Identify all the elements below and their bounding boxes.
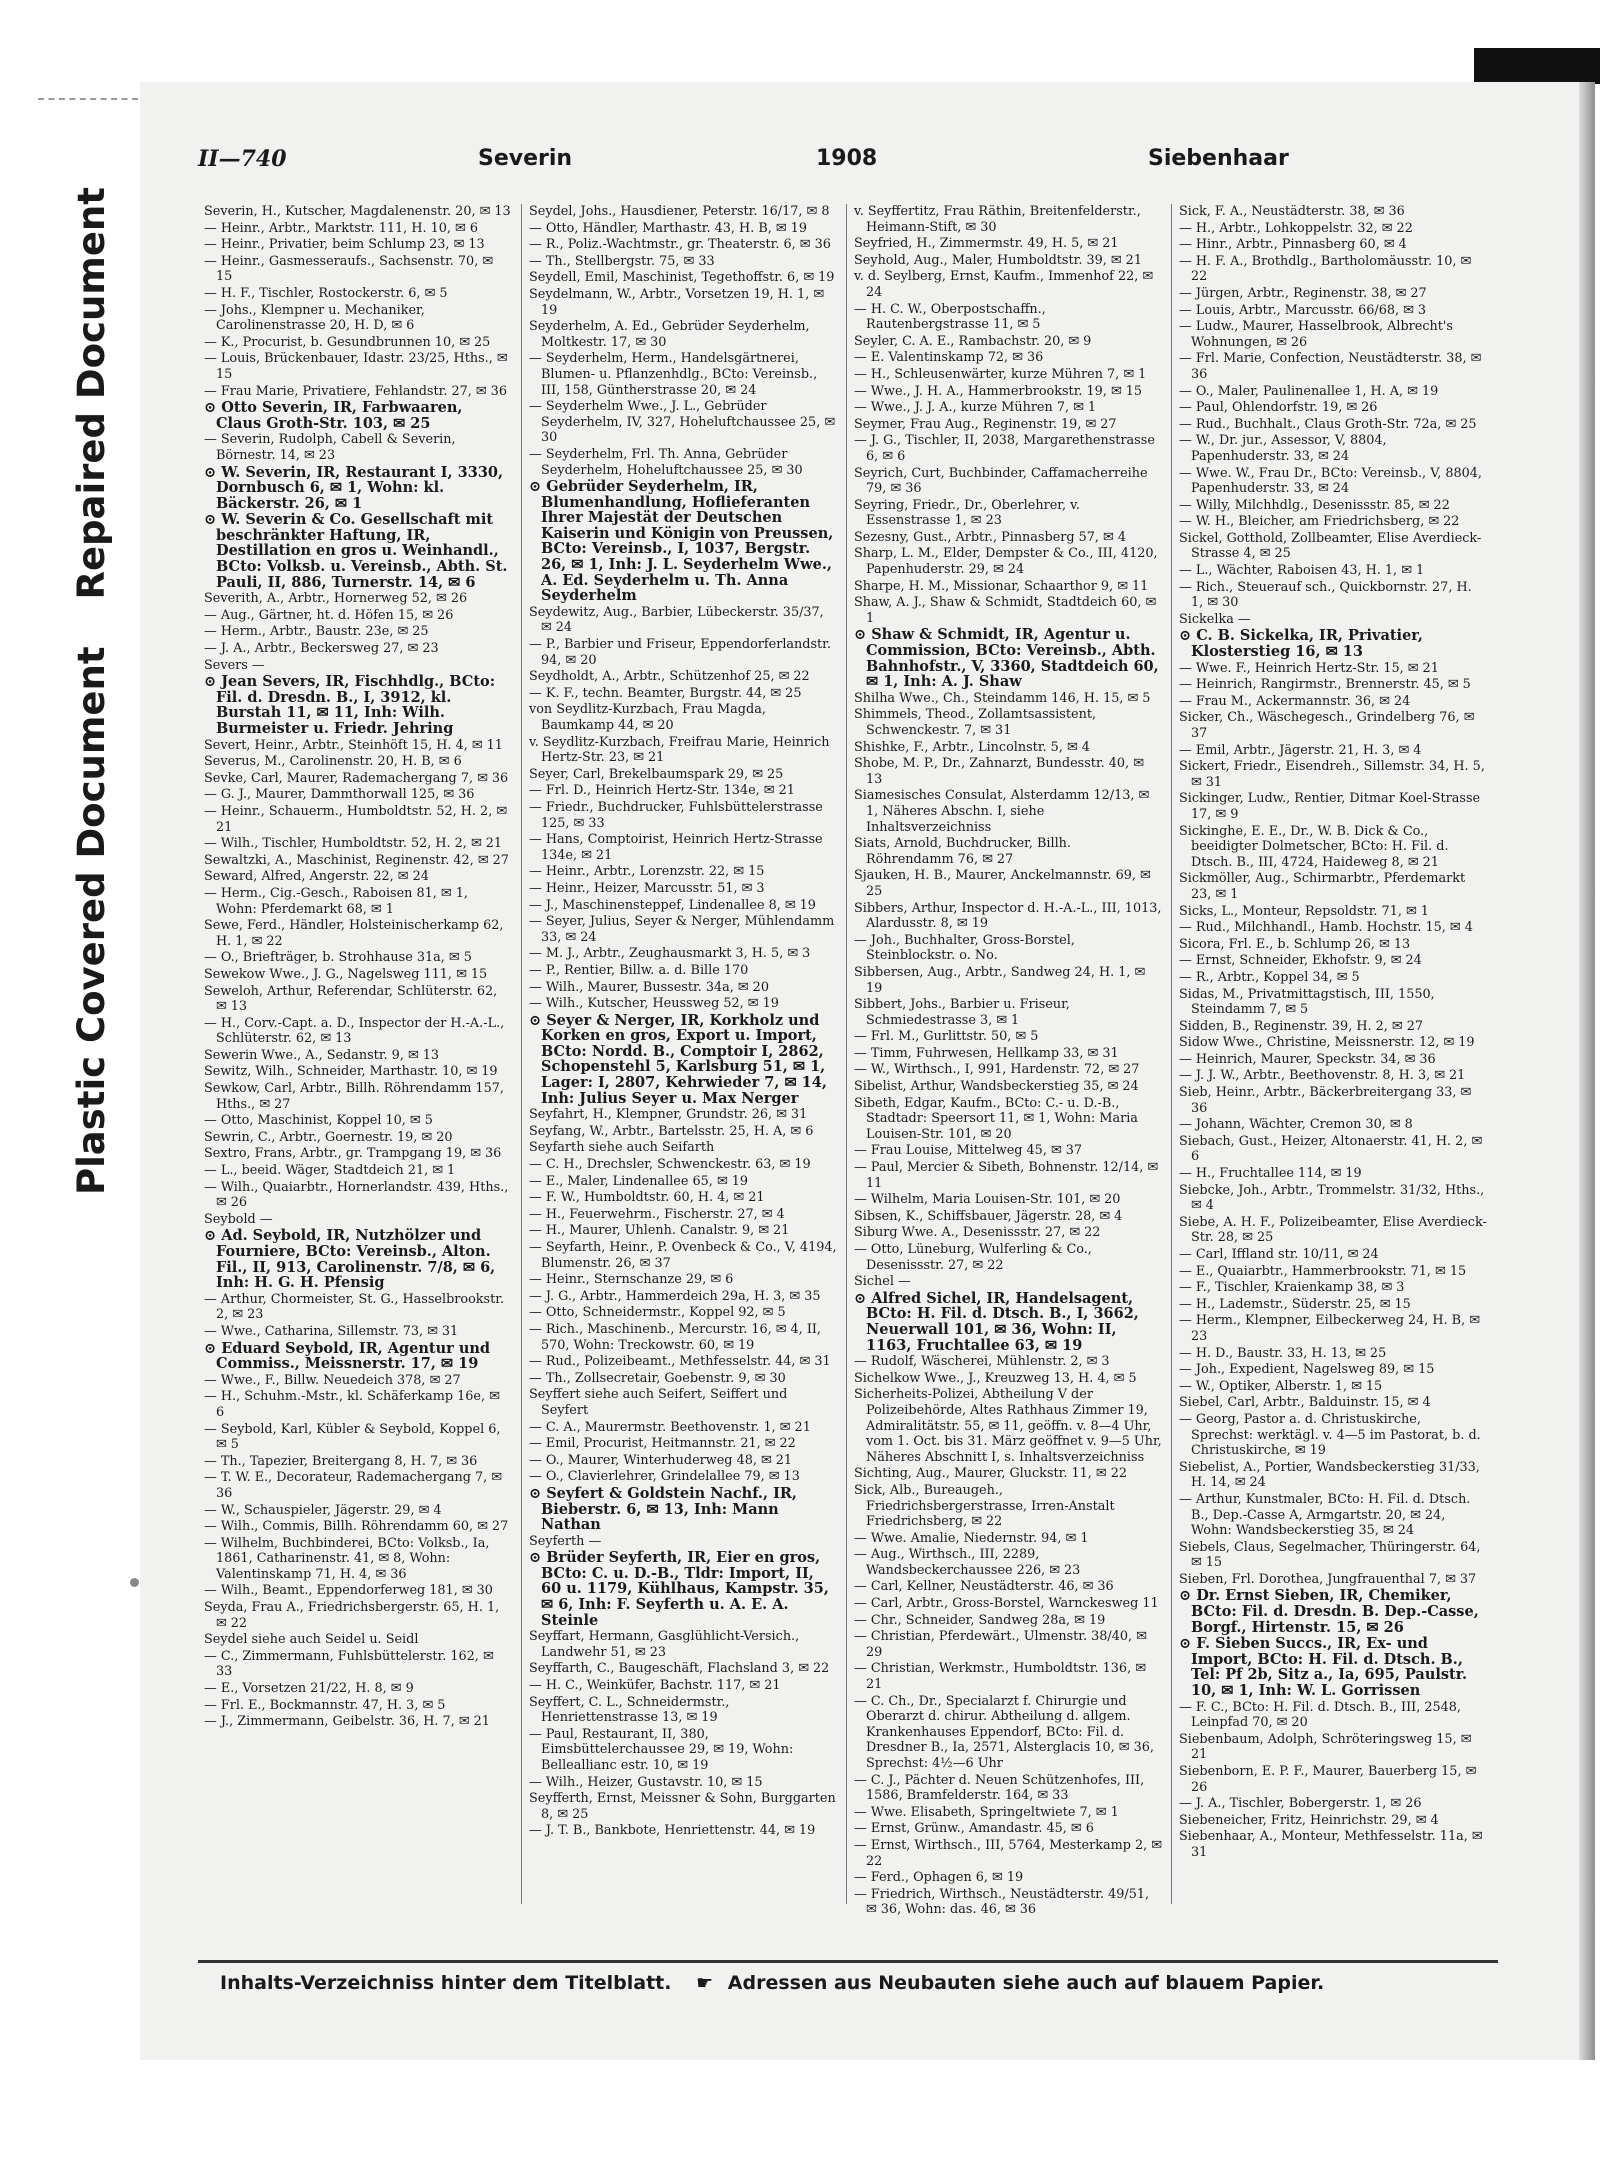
directory-entry: — Carl, Iffland str. 10/11, ✉ 24 bbox=[1179, 1247, 1379, 1262]
directory-entry: ⊙ Brüder Seyferth, IR, Eier en gros, BCto: C. u. D.-B., Tldr: Import, II, 60 u. 1179, Kühlhaus, Kampstr. 35, ✉ 6, Inh: F. Seyferth u. A. E. A. Steinle bbox=[529, 1549, 829, 1629]
directory-entry: — H., Schleusenwärter, kurze Mühren 7, ✉ 1 bbox=[854, 366, 1147, 382]
pointing-hand-icon: ☛ bbox=[696, 1972, 714, 1994]
directory-column-3 bbox=[854, 204, 1162, 1918]
directory-entry: — Joh., Buchhalter, Gross-Borstel, Steinblockstr. o. No. bbox=[854, 932, 1075, 964]
directory-entry: — Joh., Expedient, Nagelsweg 89, ✉ 15 bbox=[1179, 1362, 1435, 1378]
black-tab bbox=[1474, 48, 1600, 84]
directory-entry: Sewaltzki, A., Maschinist, Reginenstr. 42, ✉ 27 bbox=[204, 852, 509, 868]
directory-entry: — J. J. W., Arbtr., Beethovenstr. 8, H. 3, ✉ 21 bbox=[1179, 1068, 1466, 1084]
directory-entry: — Heinr., Arbtr., Marktstr. 111, H. 10, ✉ 6 bbox=[204, 220, 478, 236]
directory-entry: — K. F., techn. Beamter, Burgstr. 44, ✉ 25 bbox=[529, 685, 802, 701]
directory-entry: Severt, Heinr., Arbtr., Steinhöft 15, H. 4, ✉ 11 bbox=[204, 737, 503, 753]
directory-entry: — Frl. E., Bockmannstr. 47, H. 3, ✉ 5 bbox=[204, 1697, 446, 1713]
directory-entry: Sewe, Ferd., Händler, Holsteinischerkamp 62, H. 1, ✉ 22 bbox=[204, 918, 504, 949]
directory-entry: Siebelist, A., Portier, Wandsbeckerstieg 31/33, H. 14, ✉ 24 bbox=[1179, 1459, 1480, 1491]
directory-entry: — E., Maler, Lindenallee 65, ✉ 19 bbox=[529, 1173, 749, 1189]
directory-entry: — E., Quaiarbtr., Hammerbrookstr. 71, ✉ 15 bbox=[1179, 1263, 1467, 1279]
directory-entry: Seymer, Frau Aug., Reginenstr. 19, ✉ 27 bbox=[854, 416, 1117, 432]
directory-entry: Sieb, Heinr., Arbtr., Bäckerbreitergang 33, ✉ 36 bbox=[1179, 1085, 1472, 1116]
directory-entry: — Wilh., Maurer, Bussestr. 34a, ✉ 20 bbox=[529, 979, 769, 995]
directory-entry: Sickinghe, E. E., Dr., W. B. Dick & Co., beeidigter Dolmetscher, BCto: H. Fil. d. Dtsch. B., III, 4724, Haideweg 8, ✉ 21 bbox=[1179, 823, 1449, 870]
directory-entry: — W., Wirthsch., I, 991, Hardenstr. 72, ✉ 27 bbox=[854, 1062, 1140, 1078]
directory-entry: — Otto, Lüneburg, Wulferling & Co., Desenissstr. 27, ✉ 22 bbox=[854, 1242, 1092, 1273]
directory-entry: Sezesny, Gust., Arbtr., Pinnasberg 57, ✉ 4 bbox=[854, 529, 1126, 545]
directory-entry: — Carl, Arbtr., Gross-Borstel, Warnckesweg 11 bbox=[854, 1596, 1159, 1612]
directory-entry: — H., Schuhm.-Mstr., kl. Schäferkamp 16e, ✉ 6 bbox=[204, 1389, 500, 1420]
directory-entry: Siebe, A. H. F., Polizeibeamter, Elise Averdieck-Str. 28, ✉ 25 bbox=[1179, 1214, 1487, 1246]
directory-entry: — C. A., Maurermstr. Beethovenstr. 1, ✉ 21 bbox=[529, 1419, 811, 1435]
directory-entry: — Wwe., Catharina, Sillemstr. 73, ✉ 31 bbox=[204, 1323, 459, 1339]
directory-entry: Siebcke, Joh., Arbtr., Trommelstr. 31/32, Hths., ✉ 4 bbox=[1179, 1182, 1485, 1214]
directory-entry: — R., Poliz.-Wachtmstr., gr. Theaterstr. 6, ✉ 36 bbox=[529, 237, 831, 253]
page-header bbox=[198, 142, 1490, 182]
directory-entry: Sidas, M., Privatmittagstisch, III, 1550, Steindamm 7, ✉ 5 bbox=[1179, 986, 1435, 1018]
directory-entry: — Georg, Pastor a. d. Christuskirche, Sprechst: werktägl. v. 4—5 im Pastorat, b. d. Christuskirche, ✉ 19 bbox=[1179, 1411, 1481, 1459]
directory-entry: Sickel, Gotthold, Zollbeamter, Elise Averdieck-Strasse 4, ✉ 25 bbox=[1179, 530, 1482, 562]
directory-entry: — Wilhelm, Buchbinderei, BCto: Volksb., Ia, 1861, Catharinenstr. 41, ✉ 8, Wohn: Valentinskamp 71, H. 4, ✉ 36 bbox=[204, 1535, 490, 1582]
directory-entry: Sidow Wwe., Christine, Meissnerstr. 12, ✉ 19 bbox=[1179, 1035, 1475, 1051]
directory-entry: ⊙ Jean Severs, IR, Fischhdlg., BCto: Fil. d. Dresdn. B., I, 3912, kl. Burstah 11, ✉ 11, Inh: Wilh. Burmeister u. Friedr. Jehring bbox=[204, 673, 496, 737]
directory-entry: Sibeth, Edgar, Kaufm., BCto: C.- u. D.-B., Stadtadr: Speersort 11, ✉ 1, Wohn: Maria Louisen-Str. 101, ✉ 20 bbox=[854, 1095, 1138, 1142]
directory-entry: ⊙ Dr. Ernst Sieben, IR, Chemiker, BCto: Fil. d. Dresdn. B. Dep.-Casse, Borgf., Hirtenstr. 15, ✉ 26 bbox=[1179, 1587, 1479, 1636]
directory-entry: — Ernst, Grünw., Amandastr. 45, ✉ 6 bbox=[854, 1821, 1094, 1837]
directory-entry: — Frau Marie, Privatiere, Fehlandstr. 27, ✉ 36 bbox=[204, 383, 507, 399]
header-year: 1908 bbox=[816, 146, 878, 171]
directory-column-2 bbox=[529, 204, 837, 1909]
directory-entry: Sewitz, Wilh., Schneider, Marthastr. 10, ✉ 19 bbox=[204, 1064, 498, 1080]
directory-entry: — Herm., Cig.-Gesch., Raboisen 81, ✉ 1, Wohn: Pferdemarkt 68, ✉ 1 bbox=[204, 885, 468, 917]
directory-entry: — Otto, Maschinist, Koppel 10, ✉ 5 bbox=[204, 1113, 433, 1129]
directory-page bbox=[140, 82, 1595, 2060]
directory-entry: Sibbers, Arthur, Inspector d. H.-A.-L., III, 1013, Alardusstr. 8, ✉ 19 bbox=[854, 900, 1162, 932]
directory-entry: Siamesisches Consulat, Alsterdamm 12/13, ✉ 1, Näheres Abschn. I, siehe Inhaltsverzeichniss bbox=[854, 788, 1150, 835]
directory-entry: Sickinger, Ludw., Rentier, Ditmar Koel-Strasse 17, ✉ 9 bbox=[1179, 791, 1481, 822]
pinhole bbox=[130, 1578, 139, 1587]
directory-entry: Siebach, Gust., Heizer, Altonaerstr. 41, H. 2, ✉ 6 bbox=[1179, 1133, 1483, 1165]
directory-entry: — Friedr., Buchdrucker, Fuhlsbüttelerstrasse 125, ✉ 33 bbox=[529, 799, 823, 831]
directory-entry: — W., Schauspieler, Jägerstr. 29, ✉ 4 bbox=[204, 1502, 442, 1518]
directory-entry: — Wilh., Heizer, Gustavstr. 10, ✉ 15 bbox=[529, 1774, 763, 1790]
directory-entry: Severus, M., Carolinenstr. 20, H. B, ✉ 6 bbox=[204, 754, 462, 770]
directory-entry: Seyfferth, Ernst, Meissner & Sohn, Burggarten 8, ✉ 25 bbox=[529, 1791, 836, 1822]
directory-column-1 bbox=[204, 204, 512, 1909]
directory-entry: Siebel, Carl, Arbtr., Balduinstr. 15, ✉ 4 bbox=[1179, 1395, 1431, 1411]
directory-entry: Seyffert siehe auch Seifert, Seiffert und Seyfert bbox=[529, 1387, 788, 1418]
directory-entry: — Seyderhelm Wwe., J. L., Gebrüder Seyderhelm, IV, 327, Hoheluftchaussee 25, ✉ 30 bbox=[529, 399, 836, 446]
directory-entry: Seweloh, Arthur, Referendar, Schlüterstr. 62, ✉ 13 bbox=[204, 983, 498, 1015]
directory-entry: — Seyfarth, Heinr., P. Ovenbeck & Co., V, 4194, Blumenstr. 26, ✉ 37 bbox=[529, 1240, 837, 1271]
directory-entry: ⊙ W. Severin & Co. Gesellschaft mit beschränkter Haftung, IR, Destillation en gros u. Weinhandl., BCto: Volksb. u. Vereinsb., Abth. St. Pauli, II, 886, Turnerstr. 14, ✉ 6 bbox=[204, 511, 508, 591]
directory-entry: Sicora, Frl. E., b. Schlump 26, ✉ 13 bbox=[1179, 936, 1411, 952]
directory-entry: — Seyer, Julius, Seyer & Nerger, Mühlendamm 33, ✉ 24 bbox=[529, 914, 835, 945]
directory-entry: Sibbersen, Aug., Arbtr., Sandweg 24, H. 1, ✉ 19 bbox=[854, 964, 1146, 996]
directory-entry: — Heinr., Arbtr., Lorenzstr. 22, ✉ 15 bbox=[529, 864, 765, 880]
directory-entry: — Wilh., Commis, Billh. Röhrendamm 60, ✉ 27 bbox=[204, 1519, 509, 1535]
directory-entry: — W., Dr. jur., Assessor, V, 8804, Papenhuderstr. 33, ✉ 24 bbox=[1179, 433, 1387, 464]
dashed-rule bbox=[38, 98, 138, 100]
directory-entry: Sibbert, Johs., Barbier u. Friseur, Schmiedestrasse 3, ✉ 1 bbox=[854, 997, 1070, 1028]
directory-entry: — Seyderhelm, Herm., Handelsgärtnerei, Blumen- u. Pflanzenhdlg., BCto: Vereinsb., III, 158, Güntherstrasse 20, ✉ 24 bbox=[529, 351, 818, 398]
directory-entry: Severith, A., Arbtr., Hornerweg 52, ✉ 26 bbox=[204, 591, 468, 607]
directory-entry: Sickmöller, Aug., Schirmarbtr., Pferdemarkt 23, ✉ 1 bbox=[1179, 871, 1466, 902]
directory-entry: ⊙ Otto Severin, IR, Farbwaaren, Claus Groth-Str. 103, ✉ 25 bbox=[204, 399, 463, 432]
directory-entry: — Th., Tapezier, Breitergang 8, H. 7, ✉ 36 bbox=[204, 1453, 478, 1469]
directory-entry: — Otto, Händler, Marthastr. 43, H. B, ✉ 19 bbox=[529, 220, 807, 236]
directory-entry: Severin, H., Kutscher, Magdalenenstr. 20, ✉ 13 bbox=[204, 204, 511, 219]
directory-entry: — Rud., Buchhalt., Claus Groth-Str. 72a, ✉ 25 bbox=[1179, 416, 1477, 432]
directory-entry: — Wwe. Amalie, Niedernstr. 94, ✉ 1 bbox=[854, 1530, 1089, 1546]
directory-entry: Siebenborn, E. P. F., Maurer, Bauerberg 15, ✉ 26 bbox=[1179, 1764, 1477, 1795]
directory-entry: — Frau Louise, Mittelweg 45, ✉ 37 bbox=[854, 1143, 1083, 1159]
directory-entry: Shishke, F., Arbtr., Lincolnstr. 5, ✉ 4 bbox=[854, 739, 1090, 755]
directory-entry: — O., Maler, Paulinenallee 1, H. A, ✉ 19 bbox=[1179, 383, 1439, 399]
directory-entry: ⊙ C. B. Sickelka, IR, Privatier, Klosterstieg 16, ✉ 13 bbox=[1179, 627, 1423, 661]
directory-entry: — Wilh., Tischler, Humboldtstr. 52, H. 2, ✉ 21 bbox=[204, 836, 503, 852]
directory-entry: — Herm., Arbtr., Baustr. 23e, ✉ 25 bbox=[204, 624, 429, 640]
directory-entry: — J., Maschinensteppef, Lindenallee 8, ✉ 19 bbox=[529, 897, 816, 913]
directory-entry: — H., Arbtr., Lohkoppelstr. 32, ✉ 22 bbox=[1179, 220, 1413, 236]
directory-entry: — Willy, Milchhdlg., Desenissstr. 85, ✉ 22 bbox=[1179, 497, 1450, 513]
directory-entry: — J. T. B., Bankbote, Henriettenstr. 44, ✉ 19 bbox=[529, 1823, 816, 1839]
directory-entry: Seyfahrt, H., Klempner, Grundstr. 26, ✉ 31 bbox=[529, 1107, 808, 1123]
directory-entry: Shobe, M. P., Dr., Zahnarzt, Bundesstr. 40, ✉ 13 bbox=[854, 756, 1144, 787]
directory-entry: Seyffarth, C., Baugeschäft, Flachsland 3, ✉ 22 bbox=[529, 1661, 830, 1677]
directory-entry: — Frau M., Ackermannstr. 36, ✉ 24 bbox=[1179, 693, 1411, 709]
directory-entry: — J. G., Arbtr., Hammerdeich 29a, H. 3, ✉ 35 bbox=[529, 1288, 821, 1304]
footer-left-note: Inhalts-Verzeichniss hinter dem Titelblatt. bbox=[220, 1972, 672, 1994]
directory-entry: — M. J., Arbtr., Zeughausmarkt 3, H. 5, ✉ 3 bbox=[529, 946, 811, 962]
directory-entry: — Rudolf, Wäscherei, Mühlenstr. 2, ✉ 3 bbox=[854, 1354, 1110, 1370]
directory-entry: Sichting, Aug., Maurer, Gluckstr. 11, ✉ 22 bbox=[854, 1466, 1127, 1482]
directory-entry: Seydholdt, A., Arbtr., Schützenhof 25, ✉ 22 bbox=[529, 669, 810, 685]
directory-entry: — Frl. Marie, Confection, Neustädterstr. 38, ✉ 36 bbox=[1179, 351, 1482, 382]
directory-entry: Seydelmann, W., Arbtr., Vorsetzen 19, H. 1, ✉ 19 bbox=[529, 286, 825, 318]
directory-entry: Severs — bbox=[204, 657, 265, 673]
directory-entry: ⊙ Eduard Seybold, IR, Agentur und Commiss., Meissnerstr. 17, ✉ 19 bbox=[204, 1339, 491, 1373]
directory-entry: Shilha Wwe., Ch., Steindamm 146, H. 15, ✉ 5 bbox=[854, 690, 1151, 706]
directory-entry: Seyfarth siehe auch Seifarth bbox=[529, 1140, 715, 1156]
directory-entry: Sicker, Ch., Wäschegesch., Grindelberg 76, ✉ 37 bbox=[1179, 710, 1475, 741]
directory-entry: — Wilh., Quaiarbtr., Hornerlandstr. 439, Hths., ✉ 26 bbox=[204, 1179, 509, 1211]
directory-entry: — L., beeid. Wäger, Stadtdeich 21, ✉ 1 bbox=[204, 1163, 456, 1179]
directory-entry: — Severin, Rudolph, Cabell & Severin, Börnestr. 14, ✉ 23 bbox=[204, 432, 456, 463]
directory-entry: ⊙ Alfred Sichel, IR, Handelsagent, BCto: H. Fil. d. Dtsch. B., I, 3662, Neuerwall 101, ✉ 36, Wohn: II, 1163, Fruchtallee 63, ✉ 19 bbox=[854, 1289, 1139, 1354]
directory-entry: Seward, Alfred, Angerstr. 22, ✉ 24 bbox=[204, 869, 429, 885]
directory-entry: — Th., Zollsecretair, Goebenstr. 9, ✉ 30 bbox=[529, 1370, 786, 1386]
directory-entry: — P., Rentier, Billw. a. d. Bille 170 bbox=[529, 962, 749, 978]
directory-entry: — Ernst, Wirthsch., III, 5764, Mesterkamp 2, ✉ 22 bbox=[854, 1837, 1162, 1869]
directory-entry: — Johs., Klempner u. Mechaniker, Carolinenstrasse 20, H. D, ✉ 6 bbox=[204, 302, 425, 334]
directory-entry: — Louis, Brückenbauer, Idastr. 23/25, Hths., ✉ 15 bbox=[204, 351, 508, 382]
directory-entry: — Christian, Werkmstr., Humboldtstr. 136, ✉ 21 bbox=[854, 1661, 1146, 1693]
directory-entry: — C. H., Drechsler, Schwenckestr. 63, ✉ 19 bbox=[529, 1157, 811, 1173]
directory-entry: — Carl, Kellner, Neustädterstr. 46, ✉ 36 bbox=[854, 1579, 1114, 1595]
directory-entry: — Ludw., Maurer, Hasselbrook, Albrecht's Wohnungen, ✉ 26 bbox=[1179, 319, 1453, 350]
directory-entry: — Louis, Arbtr., Marcusstr. 66/68, ✉ 3 bbox=[1179, 302, 1427, 318]
directory-entry: — F. C., BCto: H. Fil. d. Dtsch. B., III, 2548, Leinpfad 70, ✉ 20 bbox=[1179, 1699, 1461, 1731]
directory-entry: Seyfang, W., Arbtr., Bartelsstr. 25, H. A, ✉ 6 bbox=[529, 1123, 814, 1139]
directory-entry: Sickert, Friedr., Eisendreh., Sillemstr. 34, H. 5, ✉ 31 bbox=[1179, 759, 1485, 790]
directory-entry: Shimmels, Theod., Zollamtsassistent, Schwenckestr. 7, ✉ 31 bbox=[854, 707, 1097, 738]
directory-entry: — Wwe. Elisabeth, Springeltwiete 7, ✉ 1 bbox=[854, 1804, 1119, 1820]
directory-entry: Siburg Wwe. A., Desenissstr. 27, ✉ 22 bbox=[854, 1225, 1101, 1241]
directory-entry: — H., Fruchtallee 114, ✉ 19 bbox=[1179, 1166, 1362, 1182]
directory-entry: Seyffart, Hermann, Gasglühlicht-Versich., Landwehr 51, ✉ 23 bbox=[529, 1629, 800, 1660]
side-label bbox=[70, 153, 113, 1195]
directory-entry: v. Seyffertitz, Frau Räthin, Breitenfelderstr., Heimann-Stift, ✉ 30 bbox=[854, 204, 1141, 235]
directory-entry: Sibelist, Arthur, Wandsbeckerstieg 35, ✉ 24 bbox=[854, 1079, 1139, 1095]
directory-entry: v. d. Seylberg, Ernst, Kaufm., Immenhof 22, ✉ 24 bbox=[854, 269, 1154, 300]
directory-entry: Seyler, C. A. E., Rambachstr. 20, ✉ 9 bbox=[854, 333, 1092, 349]
directory-entry: Seybold — bbox=[204, 1211, 273, 1227]
directory-entry: — Rich., Maschinenb., Mercurstr. 16, ✉ 4, II, 570, Wohn: Treckowstr. 60, ✉ 19 bbox=[529, 1321, 821, 1353]
directory-entry: — Herm., Klempner, Eilbeckerweg 24, H. B, ✉ 23 bbox=[1179, 1313, 1480, 1344]
footer-rule bbox=[198, 1960, 1498, 1963]
directory-entry: — Timm, Fuhrwesen, Hellkamp 33, ✉ 31 bbox=[854, 1045, 1119, 1061]
directory-entry: Sicks, L., Monteur, Repsoldstr. 71, ✉ 1 bbox=[1179, 903, 1429, 919]
directory-entry: Sharp, L. M., Elder, Dempster & Co., III, 4120, Papenhuderstr. 29, ✉ 24 bbox=[854, 546, 1158, 578]
directory-entry: Sick, F. A., Neustädterstr. 38, ✉ 36 bbox=[1179, 204, 1405, 219]
directory-entry: — J. A., Tischler, Bobergerstr. 1, ✉ 26 bbox=[1179, 1796, 1422, 1812]
directory-entry: Seydell, Emil, Maschinist, Tegethoffstr. 6, ✉ 19 bbox=[529, 270, 835, 286]
directory-entry: — Hinr., Arbtr., Pinnasberg 60, ✉ 4 bbox=[1179, 237, 1407, 253]
directory-entry: — E., Vorsetzen 21/22, H. 8, ✉ 9 bbox=[204, 1681, 414, 1697]
directory-entry: — K., Procurist, b. Gesundbrunnen 10, ✉ 25 bbox=[204, 334, 491, 350]
side-label-repaired: Repaired Document bbox=[70, 187, 113, 600]
directory-entry: Seyda, Frau A., Friedrichsbergerstr. 65, H. 1, ✉ 22 bbox=[204, 1600, 500, 1631]
directory-entry: — Jürgen, Arbtr., Reginenstr. 38, ✉ 27 bbox=[1179, 285, 1427, 301]
directory-entry: ⊙ Shaw & Schmidt, IR, Agentur u. Commission, BCto: Vereinsb., Abth. Bahnhofstr., V, 3360, Stadtdeich 60, ✉ 1, Inh: A. J. Shaw bbox=[854, 626, 1159, 691]
directory-entry: v. Seydlitz-Kurzbach, Freifrau Marie, Heinrich Hertz-Str. 23, ✉ 21 bbox=[529, 734, 830, 766]
directory-entry: — T. W. E., Decorateur, Rademachergang 7, ✉ 36 bbox=[204, 1470, 503, 1501]
directory-entry: Seydel siehe auch Seidel u. Seidl bbox=[204, 1632, 419, 1648]
directory-entry: — Emil, Arbtr., Jägerstr. 21, H. 3, ✉ 4 bbox=[1179, 742, 1422, 758]
directory-entry: ⊙ Gebrüder Seyderhelm, IR, Blumenhandlung, Hoflieferanten Ihrer Majestät der Deutschen Kaiserin und Königin von Preussen, BCto: Vereinsb., I, 1037, Bergstr. 26, ✉ 1, Inh: J. L. Seyderhelm Wwe., A. Ed. Seyderhelm u. Th. Anna Seyderhelm bbox=[529, 478, 834, 605]
directory-entry: — F., Tischler, Kraienkamp 38, ✉ 3 bbox=[1179, 1280, 1405, 1296]
directory-entry: — Arthur, Chormeister, St. G., Hasselbrookstr. 2, ✉ 23 bbox=[204, 1291, 505, 1323]
directory-entry: — Paul, Restaurant, II, 380, Eimsbüttelerchaussee 29, ✉ 19, Wohn: Belleallianc estr. 10, ✉ 19 bbox=[529, 1726, 794, 1773]
directory-entry: — O., Maurer, Winterhuderweg 48, ✉ 21 bbox=[529, 1452, 793, 1468]
directory-entry: — W. H., Bleicher, am Friedrichsberg, ✉ 22 bbox=[1179, 514, 1460, 530]
directory-entry: — Wwe. F., Heinrich Hertz-Str. 15, ✉ 21 bbox=[1179, 660, 1439, 676]
directory-entry: — Christian, Pferdewärt., Ulmenstr. 38/40, ✉ 29 bbox=[854, 1629, 1147, 1660]
directory-entry: — Emil, Procurist, Heitmannstr. 21, ✉ 22 bbox=[529, 1436, 796, 1452]
directory-entry: — Wwe., J. J. A., kurze Mühren 7, ✉ 1 bbox=[854, 400, 1097, 416]
directory-entry: Sickelka — bbox=[1179, 611, 1251, 627]
directory-entry: — Heinr., Privatier, beim Schlump 23, ✉ 13 bbox=[204, 237, 485, 253]
directory-entry: — Heinr., Gasmesseraufs., Sachsenstr. 70, ✉ 15 bbox=[204, 253, 494, 285]
directory-entry: Siebenbaum, Adolph, Schröteringsweg 15, ✉ 21 bbox=[1179, 1731, 1472, 1763]
header-right-keyword: Siebenhaar bbox=[1148, 146, 1289, 171]
side-label-plastic: Plastic Covered Document bbox=[70, 646, 113, 1195]
directory-entry: — C., Zimmermann, Fuhlsbüttelerstr. 162, ✉ 33 bbox=[204, 1648, 494, 1680]
directory-entry: — Wilh., Beamt., Eppendorferweg 181, ✉ 30 bbox=[204, 1583, 493, 1599]
directory-entry: — Rich., Steuerauf sch., Quickbornstr. 27, H. 1, ✉ 30 bbox=[1179, 579, 1472, 611]
directory-entry: Siebels, Claus, Segelmacher, Thüringerstr. 64, ✉ 15 bbox=[1179, 1539, 1481, 1571]
directory-entry: — J. A., Arbtr., Beckersweg 27, ✉ 23 bbox=[204, 641, 439, 657]
directory-entry: Sharpe, H. M., Missionar, Schaarthor 9, ✉ 11 bbox=[854, 578, 1149, 594]
directory-entry: — Rud., Polizeibeamt., Methfesselstr. 44, ✉ 31 bbox=[529, 1354, 831, 1370]
directory-entry: — H. F., Tischler, Rostockerstr. 6, ✉ 5 bbox=[204, 285, 448, 301]
directory-entry: Sewerin Wwe., A., Sedanstr. 9, ✉ 13 bbox=[204, 1047, 440, 1063]
directory-entry: — Seybold, Karl, Kübler & Seybold, Koppel 6, ✉ 5 bbox=[204, 1421, 501, 1453]
directory-entry: — Friedrich, Wirthsch., Neustädterstr. 49/51, ✉ 36, Wohn: das. 46, ✉ 36 bbox=[854, 1886, 1150, 1918]
directory-entry: Seyring, Friedr., Dr., Oberlehrer, v. Essenstrasse 1, ✉ 23 bbox=[854, 497, 1080, 529]
footer-right-note: Adressen aus Neubauten siehe auch auf blauem Papier. bbox=[727, 1972, 1325, 1994]
directory-entry: — Aug., Gärtner, ht. d. Höfen 15, ✉ 26 bbox=[204, 607, 454, 623]
directory-entry: von Seydlitz-Kurzbach, Frau Magda, Baumkamp 44, ✉ 20 bbox=[529, 702, 766, 733]
directory-entry: Seydewitz, Aug., Barbier, Lübeckerstr. 35/37, ✉ 24 bbox=[529, 604, 824, 636]
directory-entry: — Chr., Schneider, Sandweg 28a, ✉ 19 bbox=[854, 1612, 1106, 1628]
directory-columns bbox=[204, 204, 1494, 1918]
directory-entry: Seydel, Johs., Hausdiener, Peterstr. 16/17, ✉ 8 bbox=[529, 204, 830, 219]
directory-entry: — Wilhelm, Maria Louisen-Str. 101, ✉ 20 bbox=[854, 1192, 1121, 1208]
directory-entry: Sieben, Frl. Dorothea, Jungfrauenthal 7, ✉ 37 bbox=[1179, 1571, 1477, 1587]
directory-entry: Sewrin, C., Arbtr., Goernestr. 19, ✉ 20 bbox=[204, 1129, 453, 1145]
directory-entry: — P., Barbier und Friseur, Eppendorferlandstr. 94, ✉ 20 bbox=[529, 637, 831, 668]
directory-entry: — Heinr., Heizer, Marcusstr. 51, ✉ 3 bbox=[529, 880, 765, 896]
directory-entry: — H., Maurer, Uhlenh. Canalstr. 9, ✉ 21 bbox=[529, 1223, 790, 1239]
page-footer bbox=[220, 1972, 1500, 1994]
directory-entry: — Th., Stellbergstr. 75, ✉ 33 bbox=[529, 253, 715, 269]
directory-entry: — H. C., Weinküfer, Bachstr. 117, ✉ 21 bbox=[529, 1678, 781, 1694]
directory-entry: — Frl. M., Gurlittstr. 50, ✉ 5 bbox=[854, 1029, 1039, 1045]
directory-entry: — H., Feuerwehrm., Fischerstr. 27, ✉ 4 bbox=[529, 1206, 785, 1222]
directory-entry: ⊙ Seyer & Nerger, IR, Korkholz und Korken en gros, Export u. Import, BCto: Nordd. B., Comptoir I, 2862, Schopenstehl 5, Karlsburg 51, ✉ 1, Lager: I, 2807, Kehrwieder 7, ✉ 14, Inh: Julius Seyer u. Max Nerger bbox=[529, 1011, 827, 1107]
directory-entry: Sewkow, Carl, Arbtr., Billh. Röhrendamm 157, Hths., ✉ 27 bbox=[204, 1081, 504, 1112]
directory-entry: Sidden, B., Reginenstr. 39, H. 2, ✉ 27 bbox=[1179, 1018, 1423, 1034]
directory-entry: Seyhold, Aug., Maler, Humboldtstr. 39, ✉ 21 bbox=[854, 252, 1142, 268]
directory-entry: — Hans, Comptoirist, Heinrich Hertz-Strasse 134e, ✉ 21 bbox=[529, 832, 823, 863]
directory-entry: — Wwe., J. H. A., Hammerbrookstr. 19, ✉ 15 bbox=[854, 383, 1143, 399]
directory-entry: — Johann, Wächter, Cremon 30, ✉ 8 bbox=[1179, 1117, 1413, 1133]
directory-entry: — C. Ch., Dr., Specialarzt f. Chirurgie und Oberarzt d. chirur. Abtheilung d. allgem. Krankenhauses Eppendorf, BCto: Fil. d. Dresdner B., Ia, 2571, Alsterglacis 10, ✉ 36, Sprechst: 4½—6 Uhr bbox=[854, 1693, 1154, 1771]
directory-entry: — Aug., Wirthsch., III, 2289, Wandsbeckerchaussee 226, ✉ 23 bbox=[854, 1547, 1081, 1578]
directory-entry: — Wwe. W., Frau Dr., BCto: Vereinsb., V, 8804, Papenhuderstr. 33, ✉ 24 bbox=[1179, 465, 1482, 497]
directory-entry: — Heinr., Sternschanze 29, ✉ 6 bbox=[529, 1272, 734, 1288]
directory-entry: Sichelkow Wwe., J., Kreuzweg 13, H. 4, ✉ 5 bbox=[854, 1370, 1137, 1386]
directory-entry: — Rud., Milchhandl., Hamb. Hochstr. 15, ✉ 4 bbox=[1179, 920, 1473, 936]
directory-entry: Seyrich, Curt, Buchbinder, Caffamacherreihe 79, ✉ 36 bbox=[854, 465, 1148, 497]
directory-entry: — Wwe., F., Billw. Neuedeich 378, ✉ 27 bbox=[204, 1372, 461, 1388]
directory-entry: — H., Lademstr., Süderstr. 25, ✉ 15 bbox=[1179, 1296, 1411, 1312]
directory-entry: — Ernst, Schneider, Ekhofstr. 9, ✉ 24 bbox=[1179, 953, 1422, 969]
directory-entry: — Ferd., Ophagen 6, ✉ 19 bbox=[854, 1870, 1024, 1886]
directory-entry: Shaw, A. J., Shaw & Schmidt, Stadtdeich 60, ✉ 1 bbox=[854, 595, 1157, 626]
directory-entry: — Otto, Schneidermstr., Koppel 92, ✉ 5 bbox=[529, 1305, 786, 1321]
directory-entry: — F. W., Humboldtstr. 60, H. 4, ✉ 21 bbox=[529, 1190, 765, 1206]
directory-entry: — H., Corv.-Capt. a. D., Inspector der H.-A.-L., Schlüterstr. 62, ✉ 13 bbox=[204, 1015, 505, 1047]
directory-entry: — G. J., Maurer, Dammthorwall 125, ✉ 36 bbox=[204, 787, 475, 803]
directory-entry: — Seyderhelm, Frl. Th. Anna, Gebrüder Seyderhelm, Hoheluftchaussee 25, ✉ 30 bbox=[529, 446, 803, 478]
directory-entry: — Paul, Ohlendorfstr. 19, ✉ 26 bbox=[1179, 400, 1378, 416]
directory-entry: Sick, Alb., Bureaugeh., Friedrichsbergerstrasse, Irren-Anstalt Friedrichsberg, ✉ 22 bbox=[854, 1482, 1115, 1530]
directory-entry: ⊙ Seyfert & Goldstein Nachf., IR, Bieberstr. 6, ✉ 13, Inh: Mann Nathan bbox=[529, 1484, 797, 1534]
directory-entry: Seyffert, C. L., Schneidermstr., Henriettenstrasse 13, ✉ 19 bbox=[529, 1694, 730, 1726]
directory-entry: Sewekow Wwe., J. G., Nagelsweg 111, ✉ 15 bbox=[204, 966, 488, 982]
directory-entry: — H. C. W., Oberpostschaffn., Rautenbergstrasse 11, ✉ 5 bbox=[854, 301, 1046, 333]
directory-entry: Sibsen, K., Schiffsbauer, Jägerstr. 28, ✉ 4 bbox=[854, 1208, 1123, 1224]
directory-column-4 bbox=[1179, 204, 1487, 1909]
directory-entry: Sextro, Frans, Arbtr., gr. Trampgang 19, ✉ 36 bbox=[204, 1146, 502, 1162]
directory-entry: — H. F. A., Brothdlg., Bartholomäusstr. 10, ✉ 22 bbox=[1179, 253, 1472, 285]
directory-entry: Seyferth — bbox=[529, 1533, 602, 1549]
directory-entry: Sevke, Carl, Maurer, Rademachergang 7, ✉ 36 bbox=[204, 770, 509, 786]
directory-entry: Seyfried, H., Zimmermstr. 49, H. 5, ✉ 21 bbox=[854, 236, 1119, 252]
page-number: II—740 bbox=[198, 146, 287, 172]
directory-entry: — Heinrich, Maurer, Speckstr. 34, ✉ 36 bbox=[1179, 1051, 1436, 1067]
header-left-keyword: Severin bbox=[478, 146, 573, 171]
directory-entry: — E. Valentinskamp 72, ✉ 36 bbox=[854, 350, 1044, 366]
directory-entry: Sjauken, H. B., Maurer, Anckelmannstr. 69, ✉ 25 bbox=[854, 868, 1151, 899]
directory-entry: — Heinr., Schauerm., Humboldtstr. 52, H. 2, ✉ 21 bbox=[204, 803, 508, 835]
directory-entry: — Paul, Mercier & Sibeth, Bohnenstr. 12/14, ✉ 11 bbox=[854, 1160, 1159, 1191]
directory-entry: — Wilh., Kutscher, Heussweg 52, ✉ 19 bbox=[529, 996, 779, 1012]
directory-entry: — C. J., Pächter d. Neuen Schützenhofes, III, 1586, Bramfelderstr. 164, ✉ 33 bbox=[854, 1772, 1145, 1804]
directory-entry: Siats, Arnold, Buchdrucker, Billh. Röhrendamm 76, ✉ 27 bbox=[854, 836, 1071, 867]
directory-entry: — L., Wächter, Raboisen 43, H. 1, ✉ 1 bbox=[1179, 563, 1425, 579]
directory-entry: Sicherheits-Polizei, Abtheilung V der Polizeibehörde, Altes Rathhaus Zimmer 19, Admiralitätstr. 55, ✉ 11, geöffn. v. 8—4 Uhr, vom 1. Oct. bis 31. März geöffnet v. 9—5 Uhr, Näheres Abschnitt I, s. Inhaltsverzeichniss bbox=[854, 1387, 1162, 1465]
directory-entry: — R., Arbtr., Koppel 34, ✉ 5 bbox=[1179, 969, 1360, 985]
directory-entry: Seyer, Carl, Brekelbaumspark 29, ✉ 25 bbox=[529, 766, 784, 782]
directory-entry: — W., Optiker, Alberstr. 1, ✉ 15 bbox=[1179, 1378, 1383, 1394]
directory-entry: ⊙ F. Sieben Succs., IR, Ex- und Import, BCto: H. Fil. d. Dtsch. B., Tel: Pf 2b, Sitz a., Ia, 695, Paulstr. 10, ✉ 1, Inh: W. L. Gorrissen bbox=[1179, 1635, 1468, 1700]
directory-entry: ⊙ W. Severin, IR, Restaurant I, 3330, Dornbusch 6, ✉ 1, Wohn: kl. Bäckerstr. 26, ✉ 1 bbox=[204, 463, 504, 512]
directory-entry: — O., Briefträger, b. Strohhause 31a, ✉ 5 bbox=[204, 950, 472, 966]
directory-entry: — Heinrich, Rangirmstr., Brennerstr. 45, ✉ 5 bbox=[1179, 677, 1471, 693]
directory-entry: Siebenhaar, A., Monteur, Methfesselstr. 11a, ✉ 31 bbox=[1179, 1829, 1483, 1860]
directory-entry: — H. D., Baustr. 33, H. 13, ✉ 25 bbox=[1179, 1345, 1387, 1361]
directory-entry: — Arthur, Kunstmaler, BCto: H. Fil. d. Dtsch. B., Dep.-Casse A, Armgartstr. 20, ✉ 24, Wohn: Wandsbeckerstieg 35, ✉ 24 bbox=[1179, 1491, 1471, 1539]
directory-entry: — J., Zimmermann, Geibelstr. 36, H. 7, ✉ 21 bbox=[204, 1714, 490, 1730]
directory-entry: Seyderhelm, A. Ed., Gebrüder Seyderhelm, Moltkestr. 17, ✉ 30 bbox=[529, 319, 810, 350]
directory-entry: — J. G., Tischler, II, 2038, Margarethenstrasse 6, ✉ 6 bbox=[854, 433, 1155, 464]
directory-entry: — O., Clavierlehrer, Grindelallee 79, ✉ 13 bbox=[529, 1469, 800, 1485]
directory-entry: ⊙ Ad. Seybold, IR, Nutzhölzer und Fourniere, BCto: Vereinsb., Alton. Fil., II, 913, Carolinenstr. 7/8, ✉ 6, Inh: H. G. H. Pfensig bbox=[204, 1227, 496, 1292]
directory-entry: Sichel — bbox=[854, 1274, 911, 1290]
directory-entry: Siebeneicher, Fritz, Heinrichstr. 29, ✉ 4 bbox=[1179, 1812, 1439, 1828]
directory-entry: — Frl. D., Heinrich Hertz-Str. 134e, ✉ 21 bbox=[529, 783, 795, 799]
